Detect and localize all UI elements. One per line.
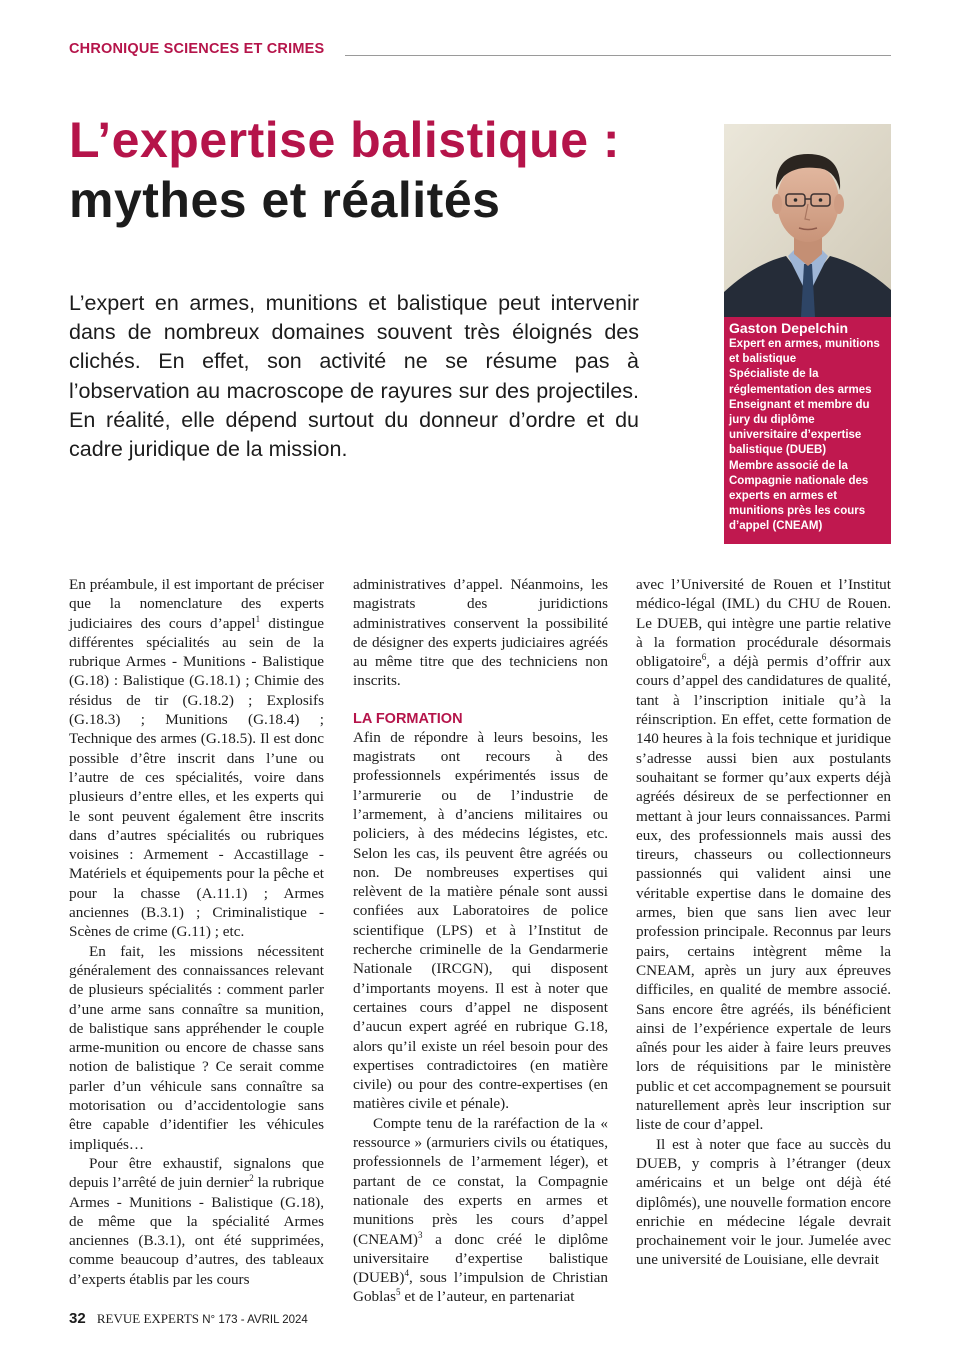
- section-rubric: CHRONIQUE SCIENCES ET CRIMES: [69, 41, 325, 57]
- rubric-divider: [345, 55, 891, 56]
- text-run: la rubrique Armes - Munitions - Balistique (G.18), de même que la spécialité Armes anciennes (B.3.1), ont été supprimées, comme beaucoup d’autres, des tableaux d’experts établis par les cours: [69, 1174, 324, 1288]
- text-run: avec l’Université de Rouen et l’Institut médico-légal (IML) du CHU de Rouen. Le DUEB, qui intègre une partie relative à la formation procédurale désormais obligatoire: [636, 576, 891, 671]
- paragraph: administratives d’appel. Néanmoins, les magistrats des juridictions administratives conservent la possibilité de désigner des experts judiciaires agréés au même titre que des techniciens non inscrits.: [353, 576, 608, 690]
- author-description: Expert en armes, munitions et balistique Spécialiste de la réglementation des armes Enseignant et membre du jury du diplôme universitaire d’expertise balistique (DUEB) Membre associé de la Compagnie nationale des experts en armes et munitions près les cours d’appel (CNEAM): [729, 338, 880, 533]
- text-run: et de l’auteur, en partenariat: [400, 1288, 575, 1306]
- text-run: , sous l’impulsion de Christian Goblas: [353, 1269, 608, 1306]
- footnote-ref: 2: [249, 1173, 254, 1184]
- paragraph: Afin de répondre à leurs besoins, les magistrats ont recours à des professionnels expérimentés issus de l’armurerie ou de l’industrie de l’armement, à d’anciens militaires ou policiers, à des médecins légistes, etc. Selon les cas, ils peuvent être agréés ou non. De nombreuses expertises qui relèvent de la matière pénale sont aussi confiées aux Laboratoires de police scientifique (LPS) et à l’Institut de recherche criminelle de la Gendarmerie Nationale (IRCGN), qui disposent d’importants moyens. Il est à noter que certaines cours d’appel ne disposent d’aucun expert agréé en rubrique G.18, alors qu’il existe un réel besoin pour des expertises contradictoires (en matière civile) ou pour des contre-expertises (en matières civile et pénale).: [353, 728, 608, 1113]
- footnote-ref: 5: [396, 1287, 401, 1298]
- author-bio-box: [724, 317, 891, 544]
- paragraph: [69, 1154, 324, 1289]
- text-run: distingue différentes spécialités au sein de la rubrique Armes - Munitions - Balistique (G.18) : Balistique (G.18.1) ; Chimie des résidus de tir (G.18.2) ; Explosifs (G.18.3) ; Munitions (G.18.4) ; Technique des armes (G.18.5). Il est donc possible d’être inscrit dans l’une ou l’autre de ces spécialités, voire dans plusieurs d’entre elles, et les experts qui le sont peuvent également être inscrits dans d’autres spécialités ou rubriques voisines : Armement - Accastillage - Matériels et équipements pour la pêche et pour la chasse (A.11.1) ; Armes anciennes (B.3.1) ; Criminalistique - Scènes de crime (G.11) ; etc.: [69, 614, 324, 941]
- text-column-3: [636, 575, 891, 1270]
- paragraph: [636, 575, 891, 1135]
- title-line-2: mythes et réalités: [69, 172, 501, 228]
- publication-name: REVUE EXPERTS: [96, 1311, 200, 1326]
- article-lead: L’expert en armes, munitions et balistique peut intervenir dans de nombreux domaines souvent très éloignés des clichés. En effet, son activité ne se résume pas à l’observation au macroscope de rayures sur des projectiles. En réalité, elle dépend surtout du donneur d’ordre et du cadre juridique de la mission.: [69, 291, 639, 462]
- text-run: Pour être exhaustif, signalons que depuis l’arrêté de juin dernier: [69, 1154, 324, 1192]
- page-number: 32: [69, 1310, 86, 1327]
- paragraph: Il est à noter que face au succès du DUEB, y compris à l’étranger (deux américains et un belge ont déjà été diplômés), une nouvelle formation encore enrichie en médecine légale devrait prochainement voir le jour. Jumelée avec une université de Louisiane, elle devrait: [636, 1135, 891, 1269]
- footnote-ref: 3: [417, 1229, 423, 1240]
- text-run: Compte tenu de la raréfaction de la « ressource » (armuriers civils ou étatiques, professionnels de l’armement léger), et partant de ce constat, la Compagnie nationale des experts en armes et munitions près les cours d’appel (CNEAM): [353, 1114, 608, 1248]
- author-name: Gaston Depelchin: [729, 320, 849, 336]
- text-run: a donc créé le diplôme universitaire d’expertise balistique (DUEB): [353, 1230, 608, 1287]
- author-photo: [724, 124, 891, 317]
- text-column-1: [69, 575, 324, 1289]
- title-line-1: L’expertise balistique :: [69, 112, 621, 168]
- paragraph: [353, 1114, 608, 1307]
- page-footer: [69, 1310, 308, 1327]
- footnote-ref: 6: [701, 652, 707, 663]
- footnote-ref: 4: [404, 1268, 409, 1279]
- paragraph: En fait, les missions nécessitent généralement des connaissances relevant de plusieurs spécialités : comment parler d’une arme sans connaître sa munition, de balistique sans appréhender le couple arme-munition ou encore de chasse sans notion de balistique ? Ce serait comme parler d’un véhicule sans connaître sa motorisation ou d’accidentologie sans être capable d’identifier les véhicules impliqués…: [69, 942, 324, 1153]
- author-portrait-illustration: [724, 124, 891, 317]
- text-run: , a déjà permis d’offrir aux cours d’appel des candidatures de qualité, tant à l’inscription initiale qu’à la réinscription. En effet, cette formation de 140 heures à la fois technique et juridique s’adresse aussi bien aux postulants souhaitant se former qu’aux experts déjà agréés désireux de se perfectionner en mettant à jour leurs connaissances. Parmi eux, des professionnels mais aussi des tireurs, chasseurs ou collectionneurs passionnés qui valident ainsi une véritable expertise dans le domaine des armes, bien que sans lien avec leur profession principale. Reconnus par leurs pairs, certains intègrent même la CNEAM, après un jury aux épreuves difficiles, en qualité de membre associé. Sans encore être agréés, ils bénéficient ainsi de l’expérience expertale de leurs aînés pour les aider à faire leurs preuves lors de réquisitions par le ministère public et cet accompagnement se poursuit naturellement après leur inscription sur liste de cour d’appel.: [636, 653, 891, 1134]
- issue-info: N° 173 - AVRIL 2024: [199, 1314, 308, 1326]
- text-run: En préambule, il est important de préciser que la nomenclature des experts judiciaires des cours d’appel: [69, 576, 324, 632]
- footnote-ref: 1: [255, 613, 261, 624]
- text-column-2: [353, 575, 608, 1307]
- section-heading: LA FORMATION: [353, 710, 463, 727]
- article-title: [69, 110, 719, 230]
- paragraph: [69, 575, 324, 942]
